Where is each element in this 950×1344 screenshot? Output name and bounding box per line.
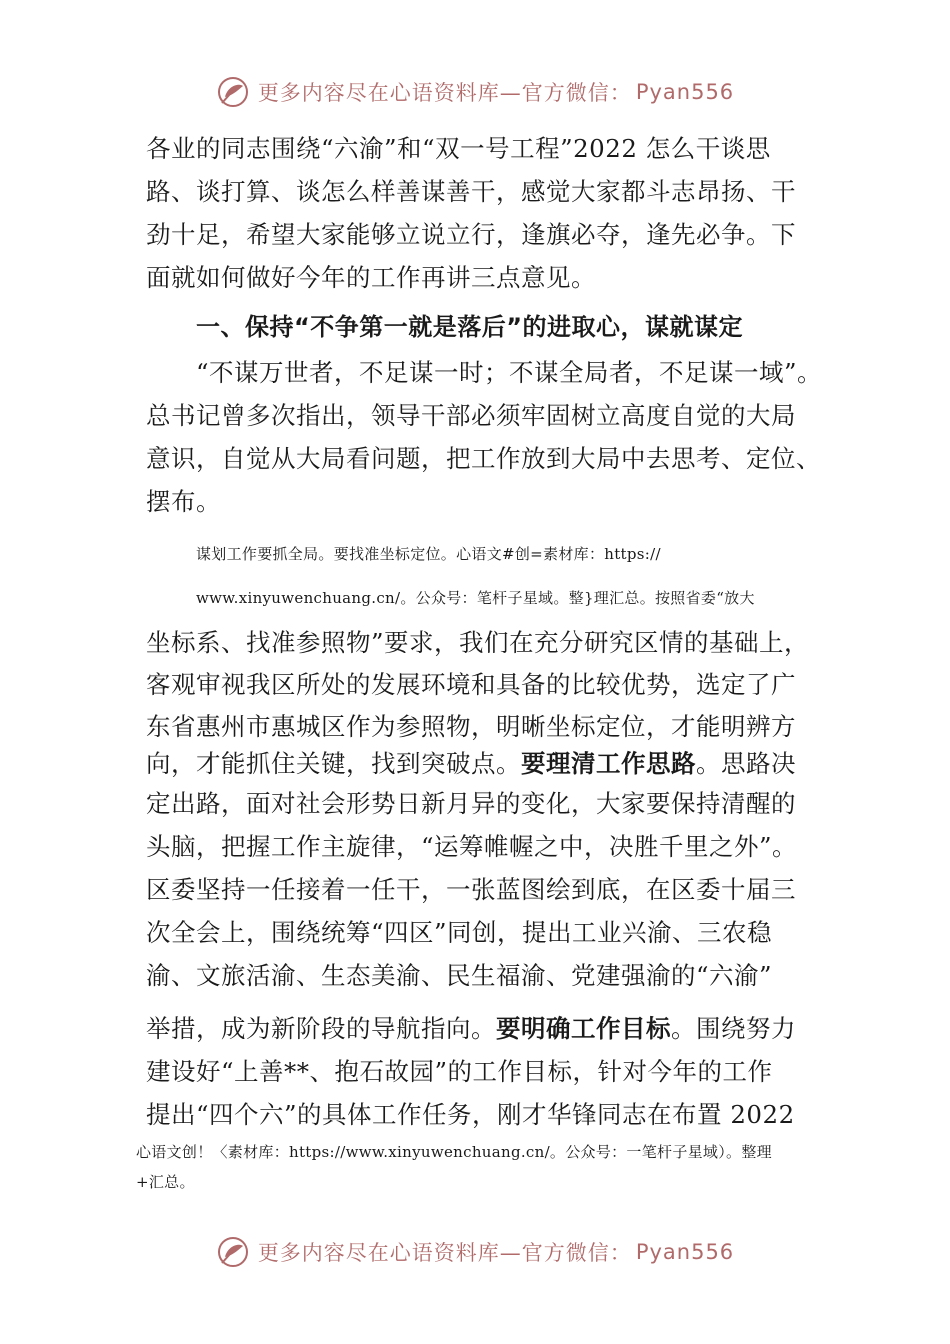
watermark-line: 谋划工作要抓全局。要找准坐标定位。心语文#创=素材库：https:// [196, 545, 661, 563]
body-line: 头脑，把握工作主旋律，“运筹帷幄之中，决胜千里之外”。 [146, 832, 798, 861]
body-line: “不谋万世者，不足谋一时；不谋全局者，不足谋一域”。 [196, 358, 823, 387]
emphasis-text: 要理清工作思路 [521, 749, 696, 778]
body-text: 向，才能抓住关键，找到突破点。 [146, 749, 521, 778]
watermark-line: +汇总。 [136, 1173, 195, 1191]
header-banner [0, 72, 950, 112]
body-text: 。围绕努力 [671, 1014, 796, 1043]
leaf-logo-icon [216, 75, 250, 109]
body-text: 举措，成为新阶段的导航指向。 [146, 1014, 496, 1043]
body-text: 。思路决 [696, 749, 796, 778]
watermark-line: www.xinyuwenchuang.cn/。公众号：笔杆子星域。整}理汇总。按照省委“放大 [196, 589, 755, 607]
banner-text: 更多内容尽在心语资料库—官方微信： [257, 81, 632, 105]
body-line: 渝、文旅活渝、生态美渝、民生福渝、党建强渝的“六渝” [146, 961, 773, 990]
body-line: 坐标系、找准参照物”要求，我们在充分研究区情的基础上， [146, 628, 810, 657]
body-line [146, 745, 826, 780]
body-line: 摆布。 [146, 487, 221, 516]
body-line [146, 1010, 826, 1045]
body-line: 面就如何做好今年的工作再讲三点意见。 [146, 263, 596, 292]
emphasis-text: 要明确工作目标 [496, 1014, 671, 1043]
watermark-line: 心语文创！〈素材库：https://www.xinyuwenchuang.cn/。公众号：一笔杆子星域）。整理 [136, 1143, 772, 1161]
leaf-logo-icon [216, 1235, 250, 1269]
body-line: 提出“四个六”的具体工作任务，刚才华锋同志在布置 2022 [146, 1100, 795, 1129]
body-line: 客观审视我区所处的发展环境和具备的比较优势，选定了广 [146, 670, 796, 699]
body-line: 各业的同志围绕“六渝”和“双一号工程”2022 怎么干谈思 [146, 134, 771, 163]
body-line: 定出路，面对社会形势日新月异的变化，大家要保持清醒的 [146, 789, 796, 818]
body-line: 东省惠州市惠城区作为参照物，明晰坐标定位，才能明辨方 [146, 712, 796, 741]
banner-wechat-id: Pyan556 [635, 1240, 735, 1264]
body-line: 建设好“上善**、抱石故园”的工作目标，针对今年的工作 [146, 1057, 773, 1086]
banner-wechat-id: Pyan556 [635, 80, 735, 104]
body-line: 意识，自觉从大局看问题，把工作放到大局中去思考、定位、 [146, 444, 821, 473]
banner-text: 更多内容尽在心语资料库—官方微信： [257, 1241, 632, 1265]
body-line: 总书记曾多次指出，领导干部必须牢固树立高度自觉的大局 [146, 401, 796, 430]
body-line: 次全会上，围绕统筹“四区”同创，提出工业兴渝、三农稳 [146, 918, 773, 947]
section-heading: 一、保持“不争第一就是落后”的进取心，谋就谋定 [196, 313, 744, 341]
body-line: 路、谈打算、谈怎么样善谋善干，感觉大家都斗志昂扬、干 [146, 177, 796, 206]
body-line: 区委坚持一任接着一任干，一张蓝图绘到底，在区委十届三 [146, 875, 796, 904]
footer-banner [0, 1232, 950, 1272]
body-line: 劲十足，希望大家能够立说立行，逢旗必夺，逢先必争。下 [146, 220, 796, 249]
